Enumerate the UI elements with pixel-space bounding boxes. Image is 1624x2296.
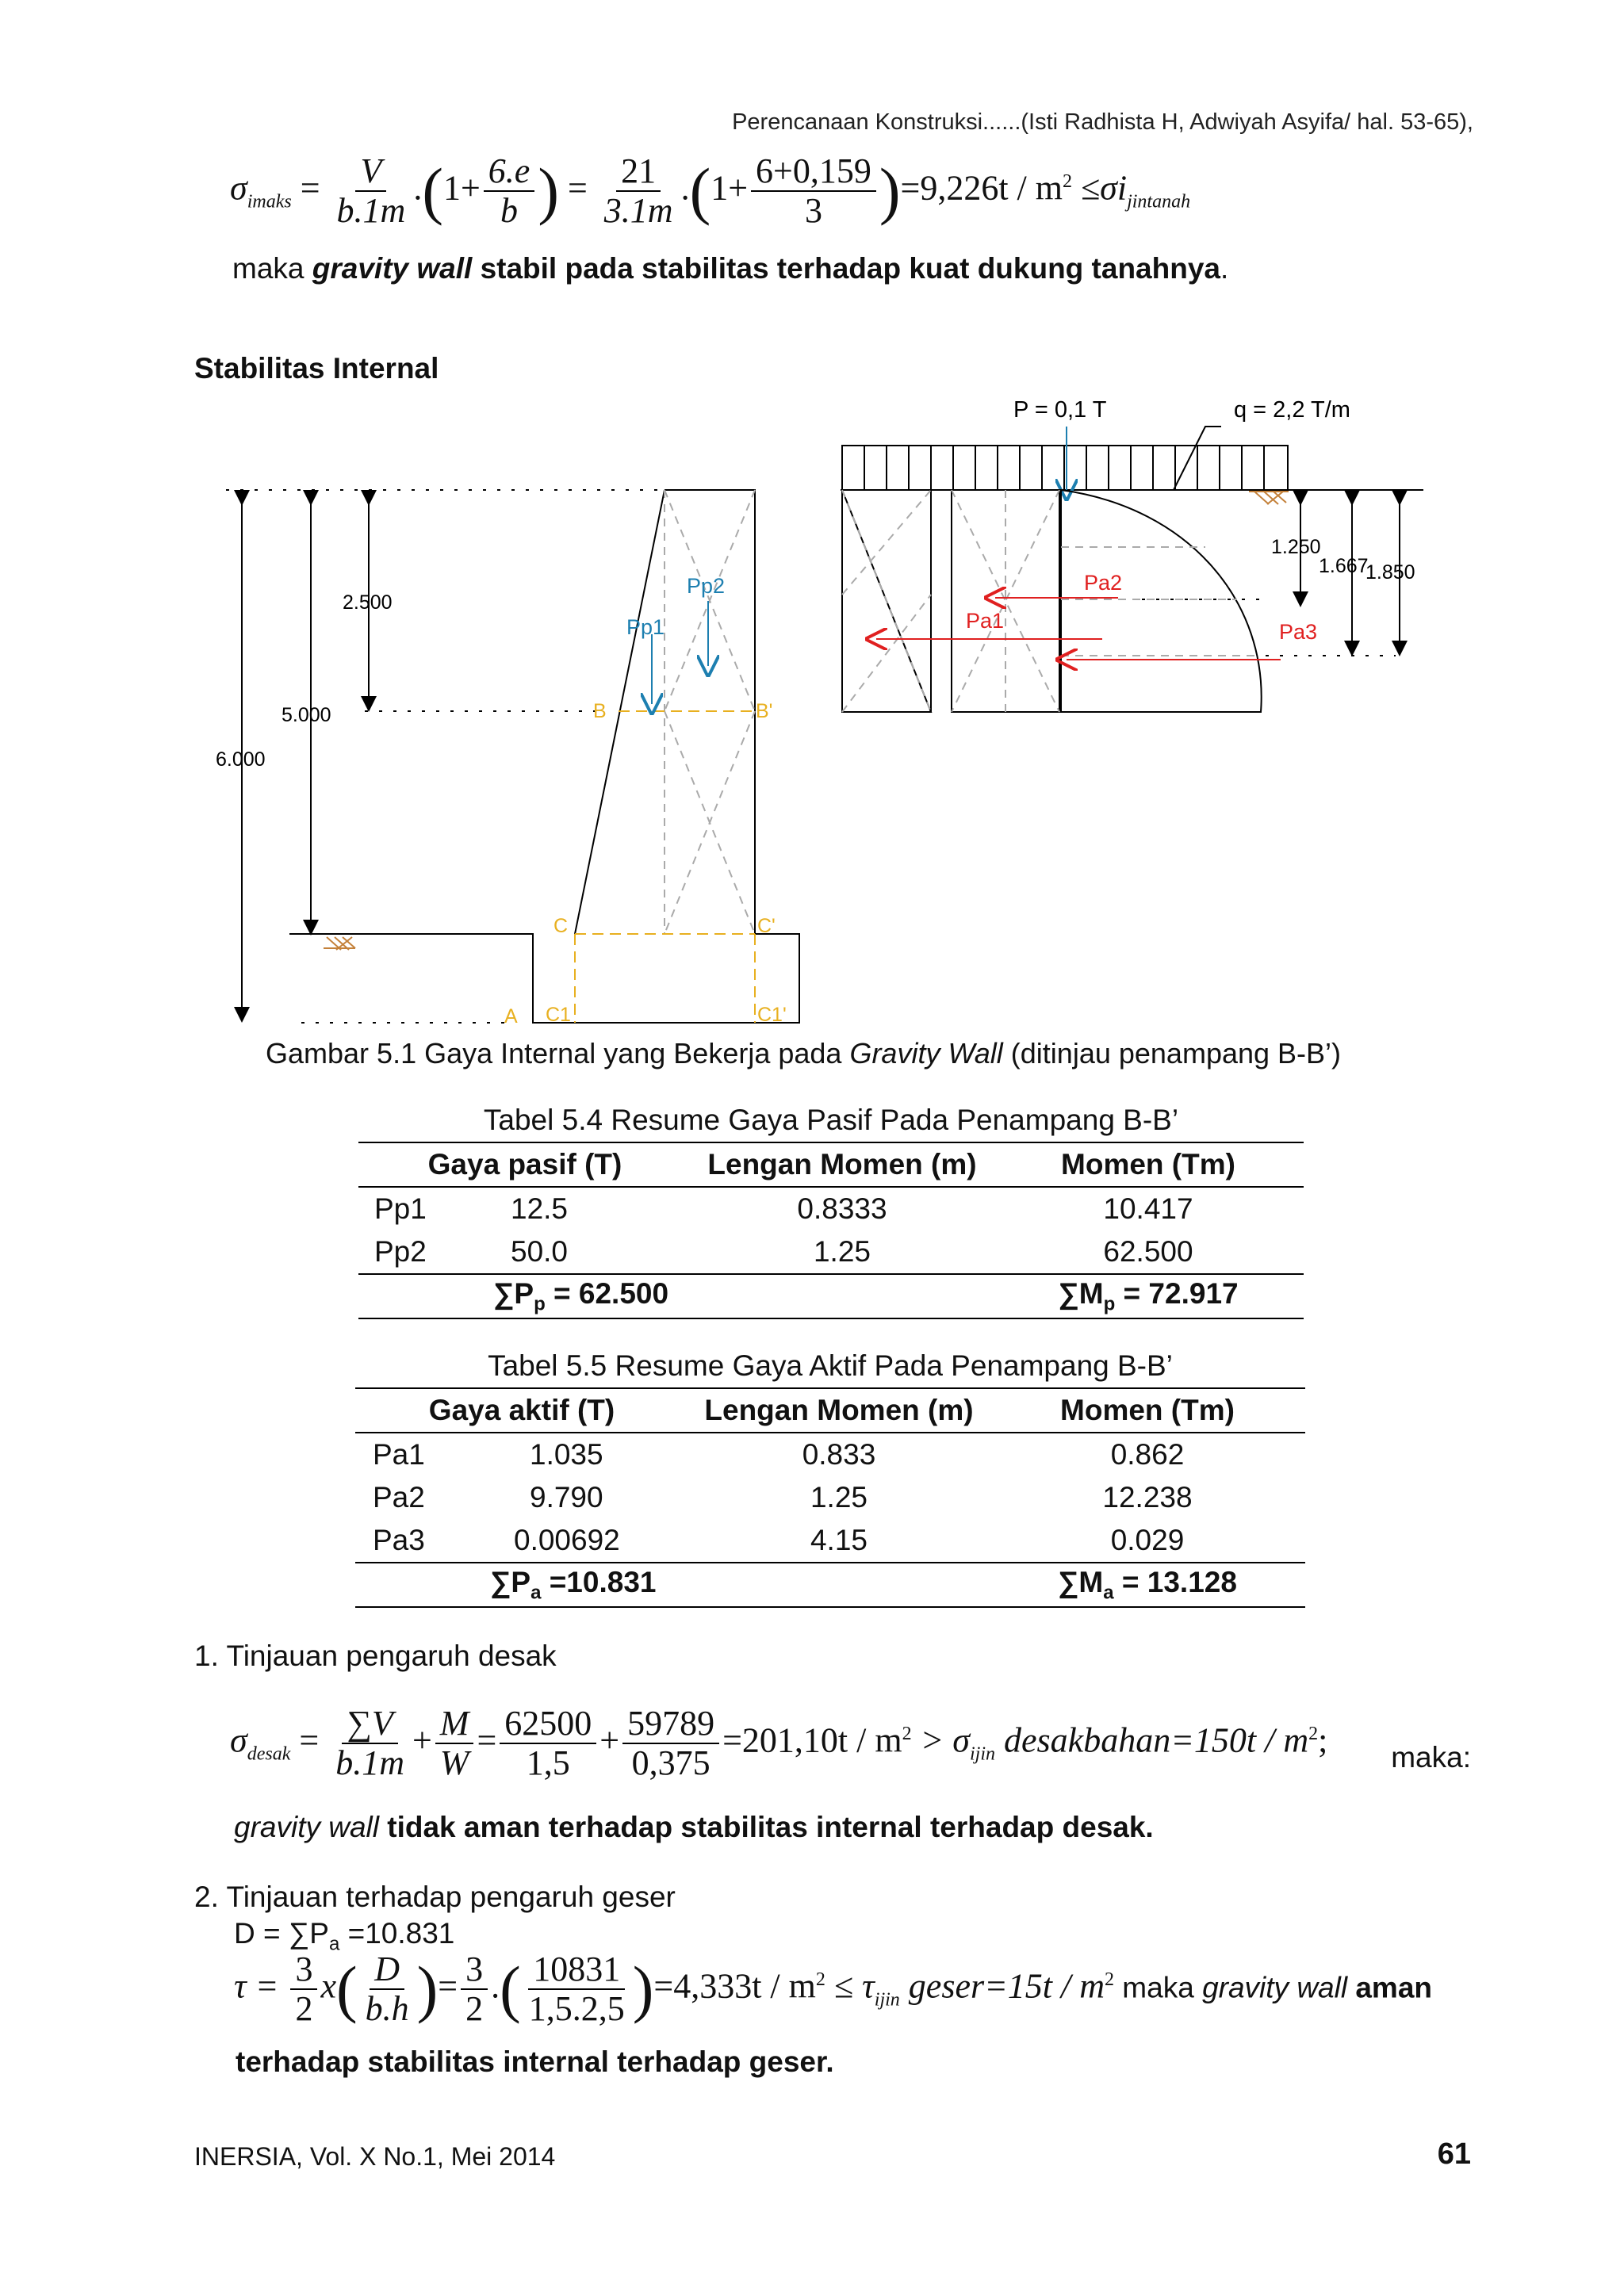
distributed-load-label: q = 2,2 T/m [1234,397,1350,423]
soil-hatch-left [324,937,355,950]
soil-hatch-right [1249,492,1289,504]
figure-internal-forces [214,388,1435,1031]
point-B-prime: B' [756,700,773,722]
table-row: Pa3 0.00692 4.15 0.029 [373,1524,1185,1556]
dim-6000-label: 6.000 [216,748,266,771]
point-C-prime: C' [757,915,776,937]
dim-5000-label: 5.000 [282,704,331,726]
item1-title: 1. Tinjauan pengaruh desak [194,1640,557,1672]
equation-bearing: $\sigma_{imaks}$ = $\frac{V}{b.1m}$ .(1+ $\frac{6.e}{b}$ ) = $\frac{21}{3.1m}$ .(1+ $\frac{6+0,159}{3}$ )$=9,226t / m^2 \le\sigma i_{jintanah}$ [230,151,1191,231]
pa3-label: Pa3 [1279,620,1318,644]
figure-caption: Gambar 5.1 Gaya Internal yang Bekerja pada Gravity Wall (ditinjau penampang B-B’) [266,1037,1342,1070]
wall-footing [289,934,799,1023]
pressure-curve [1061,490,1262,712]
item1-conclusion: gravity wall tidak aman terhadap stabilitas internal terhadap desak. [234,1811,1154,1843]
equation-compression: $\sigma_{desak}$ = $\frac{\sum V}{b.1m}$ + $\frac{M}{W}$ = $\frac{62500}{1,5}$ + $\frac{59789}{0,375}$ $=201,10t / m^2 > \sigma_{ijin}$ desakbahan=150t / $m^2$; [230,1704,1328,1783]
point-A: A [504,1005,518,1027]
point-C1: C1 [546,1004,571,1026]
table-row: Pp2 50.0 1.25 62.500 [374,1235,1193,1268]
point-B: B [593,700,607,722]
table54-header: Gaya pasif (T) [358,1142,691,1187]
section-title: Stabilitas Internal [194,352,439,385]
pp1-label: Pp1 [626,615,665,639]
table55-header: Lengan Momen (m) [688,1388,990,1433]
table-row: Pa1 1.035 0.833 0.862 [373,1438,1185,1471]
running-header: Perencanaan Konstruksi......(Isti Radhista H, Adwiyah Asyifa/ hal. 53-65), [732,109,1473,135]
pa2-label: Pa2 [1084,571,1123,595]
footer-journal: INERSIA, Vol. X No.1, Mei 2014 [194,2142,556,2171]
table54-header: Momen (Tm) [993,1142,1304,1187]
table54-header: Lengan Momen (m) [691,1142,993,1187]
table-active-forces [355,1345,1305,1608]
point-C: C [553,915,569,937]
surcharge-ticks [864,446,1264,490]
pa1-label: Pa1 [966,609,1005,633]
pp2-label: Pp2 [687,574,726,598]
table55-caption: Tabel 5.5 Resume Gaya Aktif Pada Penampang B-B’ [355,1345,1305,1388]
page-number: 61 [1437,2137,1471,2171]
table-row: Pp1 12.5 0.8333 10.417 [374,1192,1193,1225]
conclusion-bearing: maka gravity wall stabil pada stabilitas terhadap kuat dukung tanahnya. [232,252,1229,285]
equation-shear: τ = $\frac{3}{2}$ x( $\frac{D}{b.h}$ )= $\frac{3}{2}$ .( $\frac{10831}{1,5.2,5}$ )$=4,333t / m^2 \le \tau_{ijin}$ geser=15t / $m^2$ maka gravity wall aman [234,1950,1433,2029]
item2-conclusion: terhadap stabilitas internal terhadap geser. [236,2045,834,2078]
point-load-label: P = 0,1 T [1013,397,1107,423]
table-passive-forces [358,1099,1304,1319]
item2-title: 2. Tinjauan terhadap pengaruh geser [194,1881,676,1913]
table-row: Pa2 9.790 1.25 12.238 [373,1481,1193,1513]
table-sum-row: $\sum P_a =10.831$ $\sum M_a = 13.128$ [355,1563,1305,1607]
table55-header: Gaya aktif (T) [355,1388,688,1433]
table54-caption: Tabel 5.4 Resume Gaya Pasif Pada Penampang B-B’ [358,1099,1304,1142]
dim-1250-label: 1.250 [1271,536,1321,558]
point-C1-prime: C1' [757,1004,787,1026]
dim-1850-label: 1.850 [1365,561,1415,584]
table55-header: Momen (Tm) [990,1388,1305,1433]
dim-1667-label: 1.667 [1319,555,1369,577]
item2-d-value: $D = \sum P_a =10.831$ [234,1917,455,1955]
item1-maka: maka: [1391,1741,1471,1774]
dim-2500-label: 2.500 [343,591,393,614]
table-sum-row: $\sum P_p = 62.500$ $\sum M_p = 72.917$ [358,1274,1304,1318]
